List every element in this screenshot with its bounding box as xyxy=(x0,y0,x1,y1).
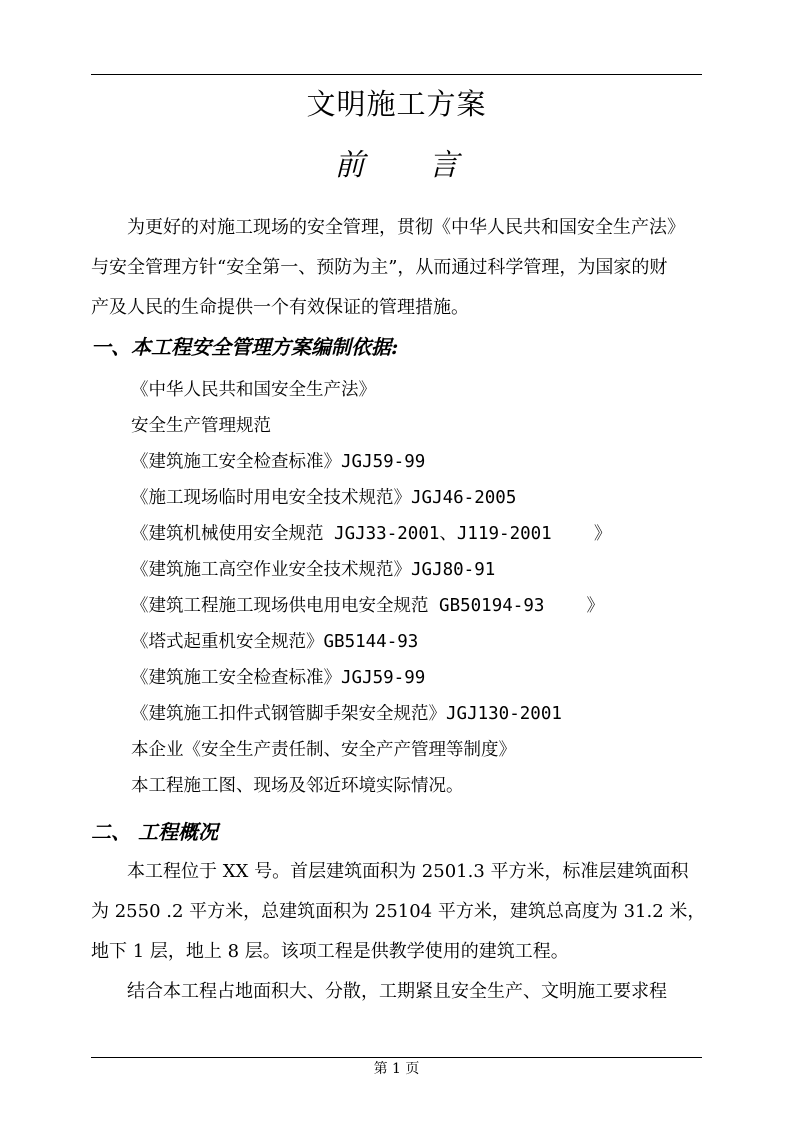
list-item: 安全生产管理规范 xyxy=(131,416,271,436)
section-subtitle xyxy=(91,147,702,185)
list-item: 《建筑施工安全检查标准》JGJ59-99 xyxy=(131,452,426,472)
page-title: 文明施工方案 xyxy=(306,87,487,121)
list-item: 本工程施工图、现场及邻近环境实际情况。 xyxy=(131,776,464,796)
list-item: 《塔式起重机安全规范》GB5144-93 xyxy=(131,632,419,652)
list-item: 《建筑施工高空作业安全技术规范》JGJ80-91 xyxy=(131,560,496,580)
header-rule xyxy=(91,74,702,75)
overview-next-line: 结合本工程占地面积大、分散，工期紧且安全生产、文明施工要求程 xyxy=(127,981,667,1002)
list-item: 《建筑工程施工现场供电用电安全规范 GB50194-93 》 xyxy=(131,596,605,616)
list-item: 《中华人民共和国安全生产法》 xyxy=(131,380,376,400)
list-item: 《建筑施工扣件式钢管脚手架安全规范》JGJ130-2001 xyxy=(131,704,562,724)
overview-line: 地下 1 层，地上 8 层。该项工程是供教学使用的建筑工程。 xyxy=(91,941,569,962)
overview-paragraph xyxy=(91,852,706,1012)
section-heading-overview: 二、 工程概况 xyxy=(91,820,218,844)
intro-line: 为更好的对施工现场的安全管理，贯彻《中华人民共和国安全生产法》 xyxy=(127,217,685,238)
section-heading-basis: 一、本工程安全管理方案编制依据: xyxy=(91,335,399,359)
subtitle-char-2: 言 xyxy=(428,148,459,183)
intro-line: 产及人民的生命提供一个有效保证的管理措施。 xyxy=(91,297,469,318)
list-item: 《建筑施工安全检查标准》JGJ59-99 xyxy=(131,668,426,688)
subtitle-char-1: 前 xyxy=(334,148,365,183)
page-number: 第 1 页 xyxy=(373,1061,420,1077)
footer-rule xyxy=(91,1057,702,1058)
regulation-list xyxy=(131,372,611,804)
list-item: 本企业《安全生产责任制、安全产产管理等制度》 xyxy=(131,740,516,760)
list-item: 《施工现场临时用电安全技术规范》JGJ46-2005 xyxy=(131,488,517,508)
intro-paragraph xyxy=(91,208,702,328)
intro-line: 与安全管理方针“安全第一、预防为主”，从而通过科学管理，为国家的财 xyxy=(91,257,668,278)
overview-line: 为 2550 .2 平方米，总建筑面积为 25104 平方米，建筑总高度为 31.2 米， xyxy=(91,901,706,922)
overview-line: 本工程位于 XX 号。首层建筑面积为 2501.3 平方米，标准层建筑面积 xyxy=(127,861,689,882)
list-item: 《建筑机械使用安全规范 JGJ33-2001、J119-2001 》 xyxy=(131,524,612,544)
